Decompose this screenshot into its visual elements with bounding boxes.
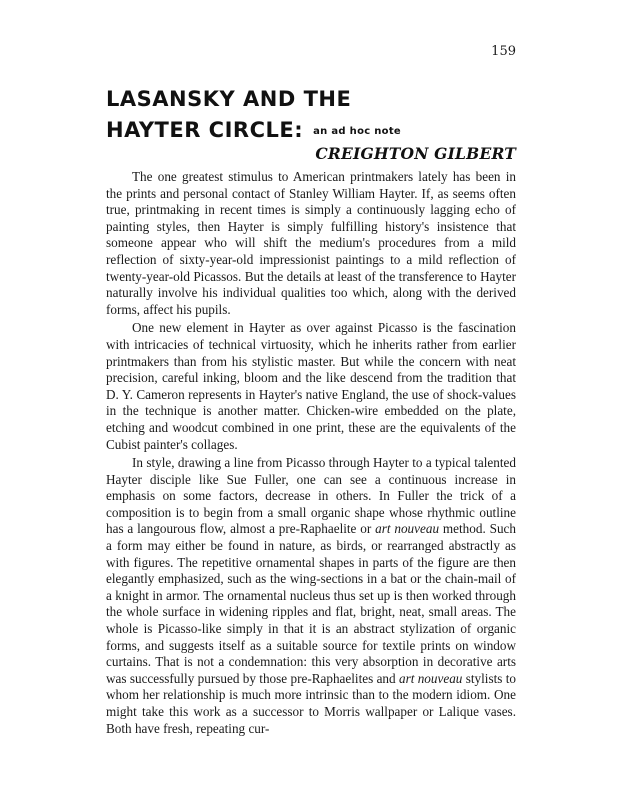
paragraph-text: stylists to whom her relationship is much more intrinsic than to the modern idiom. One might take this work as a successor to Morris wallpaper or Lalique vases. Both have fresh, repeating cur- — [106, 670, 516, 736]
italic-term: art nouveau — [398, 670, 463, 686]
italic-term: art nouveau — [375, 521, 440, 537]
paragraph-text: The one greatest stimulus to American printmakers lately has been in the prints and personal contact of Stanley William Hayter. If, as seems often true, printmaking in recent times is simply a continuously lagging echo of painting styles, then Hayter is simply fulfilling history's insistence that someone appear who will shift the medium's procedures from a mild reflection of sixty-year-old impressionist paintings to a mild reflection of twenty-year-old Picassos. But the details at least of the transference to Hayter naturally involve his individual qualities too which, along with the derived forms, affect his pupils. — [106, 169, 516, 317]
paragraph — [106, 169, 516, 318]
page-number: 159 — [491, 44, 516, 59]
article-subtitle: an ad hoc note — [313, 126, 401, 137]
paragraph-text: method. Such a form may either be found in nature, as birds, or rearranged abstractly as with figures. The repetitive ornamental shapes in parts of the figure are then elegantly emphasized, such as the wing-sections in a bat or the chain-mail of a knight in armor. The ornamental nucleus thus set up is then worked through the whole surface in widening ripples and flat, bright, neat, small areas. The whole is Picasso-like simply in that it is an abstract stylization of organic forms, and suggests itself as a suitable source for textile prints on window curtains. That is not a condemnation: this very absorption in decorative arts was successfully pursued by those pre-Raphaelites and — [106, 521, 516, 686]
title-line-2: HAYTER CIRCLE: — [106, 118, 304, 142]
title-line-1: LASANSKY AND THE — [106, 87, 352, 111]
paragraph — [106, 455, 516, 737]
author-name: CREIGHTON GILBERT — [315, 144, 516, 163]
paragraph — [106, 320, 516, 453]
title-line-2-wrapper — [106, 115, 401, 147]
paragraph-text: One new element in Hayter as over against Picasso is the fascination with intricacies of technical virtuosity, which he inherits rather from earlier printmakers than from his stylistic master. But while the concern with neat precision, careful inking, bloom and the like descend from the tradition that D. Y. Cameron represents in Hayter's native England, the use of shock-values in the technique is another matter. Chicken-wire embedded on the plate, etching and woodcut combined in one print, these are the equivalents of the Cubist painter's collages. — [106, 320, 516, 452]
article-title — [106, 84, 401, 147]
paragraph-text: In style, drawing a line from Picasso through Hayter to a typical talented Hayter disciple like Sue Fuller, one can see a continuous increase in emphasis on some factors, decrease in others. In Fuller the trick of a composition is to begin from a small organic shape whose rhythmic outline has a langourous flow, almost a pre-Raphaelite or — [106, 455, 516, 537]
article-body — [106, 169, 516, 737]
